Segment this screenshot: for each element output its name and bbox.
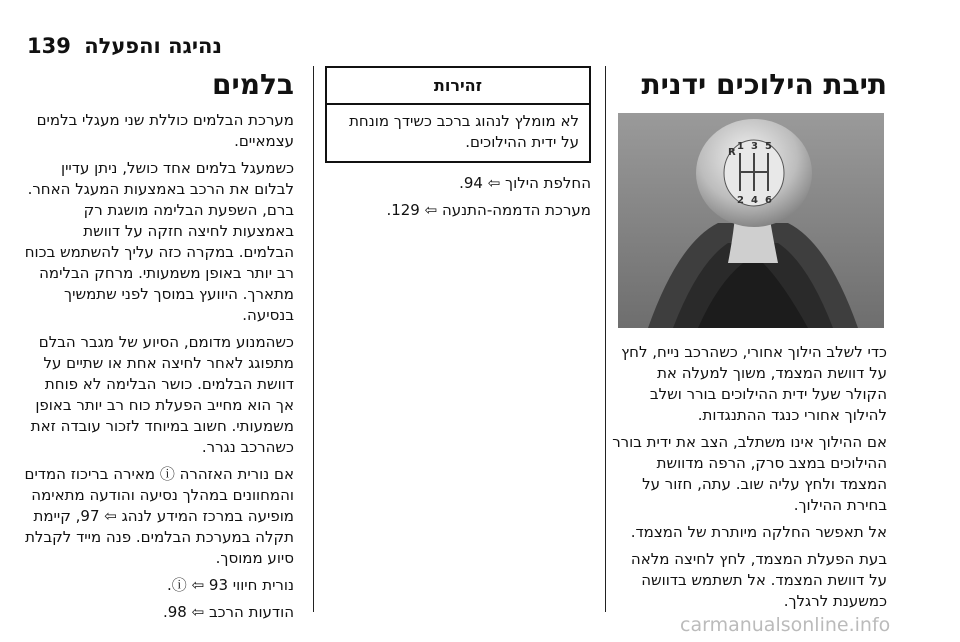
paragraph: כשהמנוע מדומם, הסיוע של מגבר הבלם מתפוגג לאחר לחיצה אחת או שתיים על דוושת הבלמים. כושר הבלימה לא פוחת אך הוא מחייב הפעלת כוח רב יותר באופן משמעותי. חשוב במיוחד לזכור עובדה זאת כשהרכב נגרר. <box>30 333 294 456</box>
caution-text: לא מומלץ לנהוג ברכב כשידך מונחת על ידית ההילוכים. <box>349 112 579 151</box>
brakes-section <box>24 68 294 629</box>
gear-label: 4 <box>751 195 758 206</box>
page-header <box>0 34 960 64</box>
paragraph: בעת הפעלת המצמד, לחץ לחיצה מלאה על דוושת המצמד. אל תשתמש בדוושה כמשענת לרגלך. <box>630 550 887 610</box>
cross-reference-link[interactable]: החלפת הילוך ⇦ 94. <box>459 174 591 192</box>
column-divider-right <box>605 66 606 612</box>
manual-transmission-section <box>612 68 887 102</box>
cross-reference-link[interactable]: מערכת הדממה-התנעה ⇦ 129. <box>386 201 591 219</box>
chapter-title: נהיגה והפעלה <box>84 34 222 58</box>
gear-label: 6 <box>765 195 772 206</box>
gear-label: 2 <box>737 195 744 206</box>
section-title-manual-transmission: תיבת הילוכים ידנית <box>641 68 887 101</box>
gear-label: R <box>728 147 736 158</box>
paragraph: אם נורית האזהרה ⓘ מאירה בריכוז המדים והמחוונים במהלך נסיעה והודעה מתאימה מופיעה במרכז המידע לנהג ⇦ 97, קיימת תקלה במערכת הבלמים. פנה מייד לקבלת סיוע ממוסך. <box>24 465 294 567</box>
cross-reference-link[interactable]: נורית חיווי ⓘ ⇦ 93. <box>167 576 294 594</box>
gear-label: 3 <box>751 141 758 152</box>
paragraph: אם ההילוך אינו משתלב, הצב את ידית בורר ההילוכים במצב סרק, הרפה מדוושת המצמד ולחץ עליה שוב. עתה, חזור על בחירת ההילוך. <box>612 433 887 514</box>
paragraph: כדי לשלב הילוך אחורי, כשהרכב נייח, לחץ על דוושת המצמד, משוך למעלה את הקולר שעל ידית ההילוכים בורר ושלב להילוך אחורי כנגד ההתנגדות. <box>621 343 887 424</box>
paragraph: כשמעגל בלמים אחד כושל, ניתן עדיין לבלום את הרכב באמצעות המעגל האחר. ברם, השפעת הבלימה מושגת רק באמצעות לחיצה חזקה על דוושת הבלמים. במקרה כזה עליך להשתמש בכוח רב יותר באופן משמעותי. מרחק הבלימה מתארך. היוועץ במוסך לפני שתמשיך בנסיעה. <box>24 159 294 324</box>
caution-title: זהירות <box>327 68 589 105</box>
paragraph: מערכת הבלמים כוללת שני מעגלי בלמים עצמאיים. <box>36 111 294 150</box>
caution-box <box>325 66 591 163</box>
gear-shifter-image <box>618 113 884 328</box>
caution-column <box>326 66 591 227</box>
gear-label: 5 <box>765 141 772 152</box>
column-divider-left <box>313 66 314 612</box>
manual-transmission-text <box>612 342 887 618</box>
section-title-brakes: בלמים <box>211 68 294 101</box>
page-number: 139 <box>27 34 71 58</box>
watermark: carmanualsonline.info <box>680 614 891 636</box>
cross-reference-link[interactable]: הודעות הרכב ⇦ 98. <box>162 603 294 621</box>
gear-label: 1 <box>737 141 744 152</box>
paragraph: אל תאפשר החלקה מיותרת של המצמד. <box>630 523 887 541</box>
